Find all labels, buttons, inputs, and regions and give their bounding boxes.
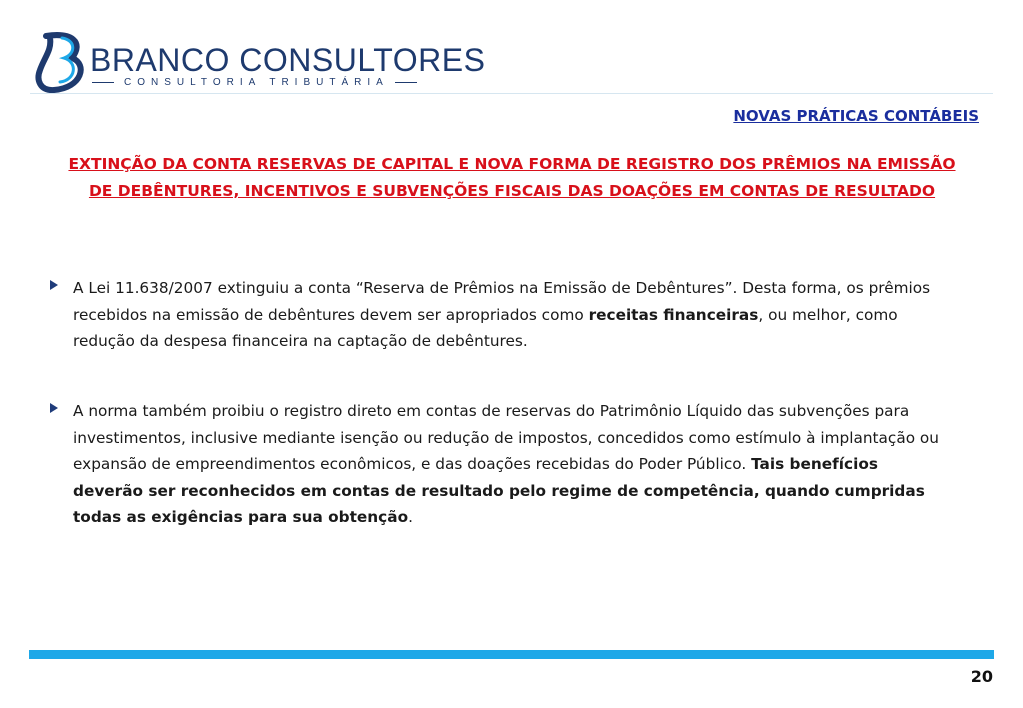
bullet-item — [50, 275, 950, 355]
bullet-bold-text: Tais benefícios deverão ser reconhecidos em contas de resultado pelo regime de competência, quando cumpridas todas as exigências para sua obtenção — [73, 455, 925, 526]
logo-company-name: BRANCO CONSULTORES — [90, 42, 486, 78]
bullet-text-part: , ou melhor, como redução da despesa financeira na captação de debêntures. — [73, 305, 898, 350]
bullet-text-part: . — [408, 508, 413, 526]
triangle-bullet-icon — [50, 403, 58, 413]
main-heading: EXTINÇÃO DA CONTA RESERVAS DE CAPITAL E NOVA FORMA DE REGISTRO DOS PRÊMIOS NA EMISSÃO DE DEBÊNTURES, INCENTIVOS E SUBVENÇÕES FISCAIS DAS DOAÇÕES EM CONTAS DE RESULTADO — [68, 155, 956, 200]
logo-tagline: CONSULTORIA TRIBUTÁRIA — [124, 77, 389, 88]
bullet-text-part: A Lei 11.638/2007 extinguiu a conta “Reserva de Prêmios na Emissão de Debêntures”. Desta forma, os prêmios recebidos na emissão de debêntures devem ser apropriados como — [73, 279, 931, 324]
company-logo — [32, 30, 486, 96]
bullet-text — [73, 275, 950, 355]
bullet-text-part: A norma também proibiu o registro direto em contas de reservas do Patrimônio Líquido das subvenções para investimentos, inclusive mediante isenção ou redução de impostos, concedidos como estímulo à implantação ou expansão de empreendimentos econômicos, e das doações recebidas do Poder Público. — [73, 402, 939, 473]
branco-logo-icon — [32, 30, 88, 94]
logo-divider — [92, 82, 114, 83]
bullet-item — [50, 398, 950, 531]
footer-bar — [29, 650, 994, 659]
header-divider — [30, 93, 993, 94]
section-title: NOVAS PRÁTICAS CONTÁBEIS — [733, 107, 979, 125]
logo-tagline-row — [92, 77, 417, 88]
triangle-bullet-icon — [50, 280, 58, 290]
bullet-bold-text: receitas financeiras — [588, 305, 759, 324]
logo-letter: B — [34, 30, 35, 31]
bullet-text — [73, 398, 950, 531]
logo-divider — [395, 82, 417, 83]
page-number: 20 — [970, 667, 993, 686]
